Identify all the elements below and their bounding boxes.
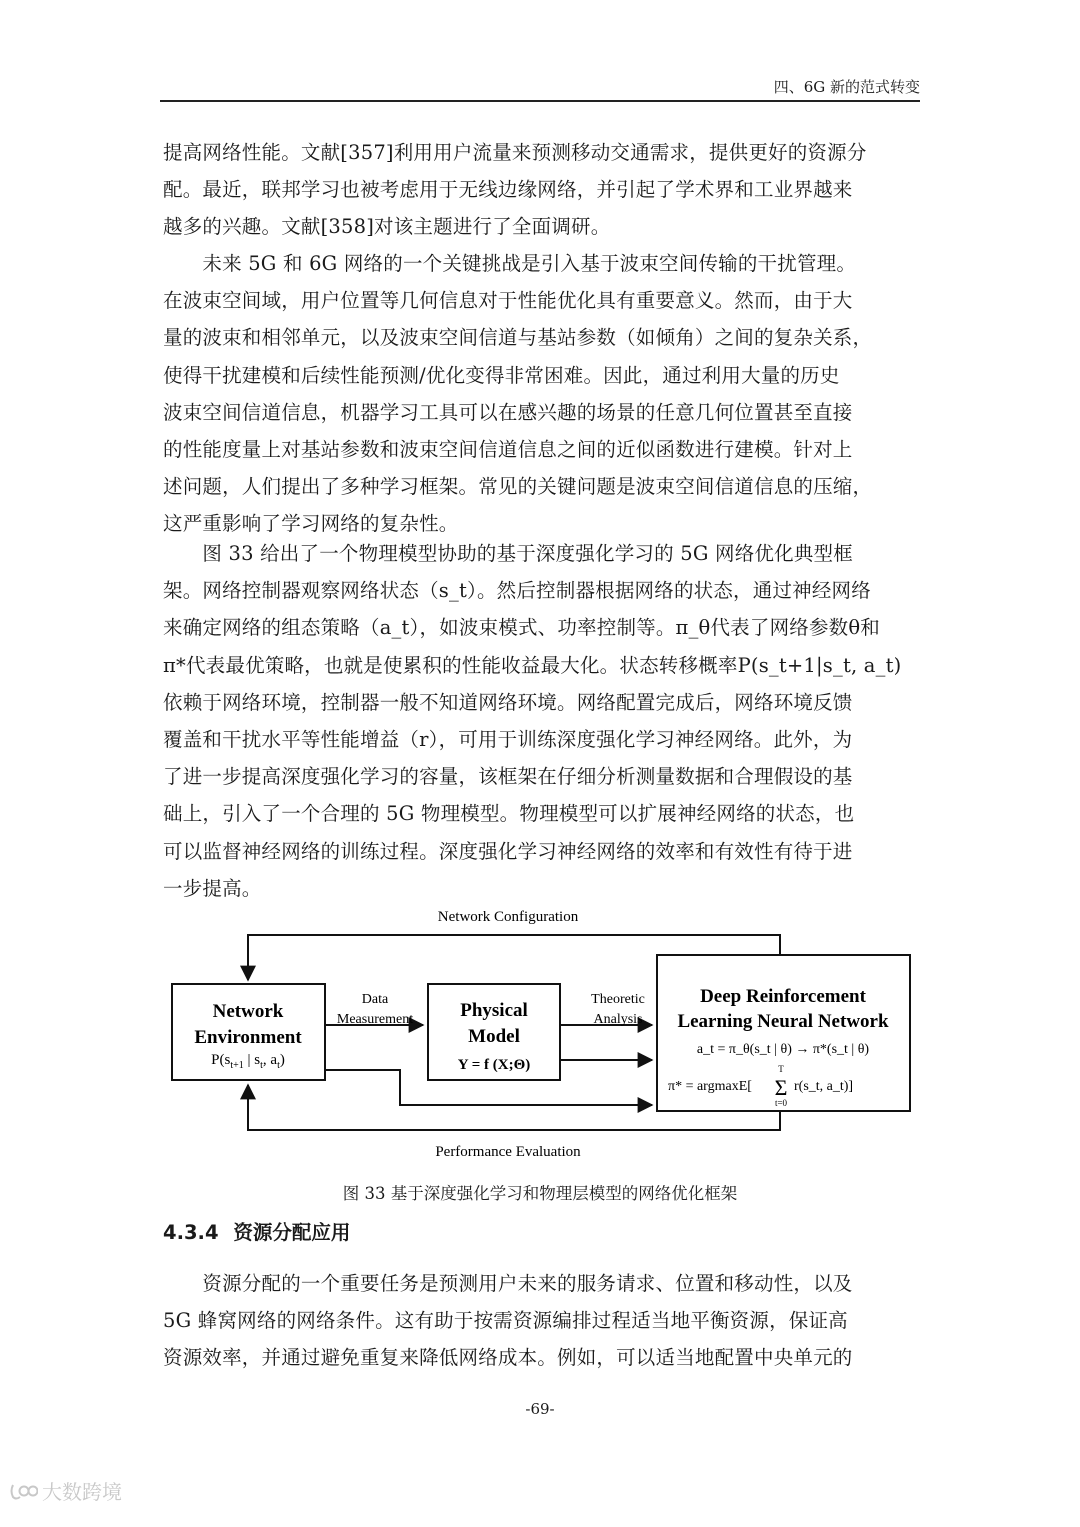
box2-line1: Physical [460, 1000, 528, 1021]
section-title: 资源分配应用 [233, 1221, 351, 1244]
paragraph-line: 这严重影响了学习网络的复杂性。 [163, 512, 459, 536]
framework-diagram [160, 900, 920, 1170]
box3-line2: Learning Neural Network [677, 1011, 889, 1032]
box3-line1: Deep Reinforcement [700, 986, 866, 1007]
section-heading [163, 1217, 350, 1245]
paragraph-2 [163, 245, 920, 543]
paragraph-line: 5G 蜂窝网络的网络条件。这有助于按需资源编排过程适当地平衡资源，保证高 [163, 1309, 848, 1333]
paragraph-line: 础上，引入了一个合理的 5G 物理模型。物理模型可以扩展神经网络的状态，也 [163, 802, 855, 826]
network-configuration-label: Network Configuration [437, 909, 579, 925]
box2-line2: Model [468, 1026, 520, 1047]
paragraph-line: 可以监督神经网络的训练过程。深度强化学习神经网络的效率和有效性有待于进 [163, 839, 853, 863]
sum-upper: T [778, 1064, 784, 1074]
paragraph-line: 来确定网络的组态策略（a_t），如波束模式、功率控制等。π_θ代表了网络参数θ和 [163, 616, 881, 640]
arrow1-line2: Measurement [336, 1012, 414, 1027]
box1-line2: Environment [194, 1027, 302, 1048]
page-number: -69- [525, 1400, 555, 1418]
paragraph-line: 了进一步提高深度强化学习的容量，该框架在仔细分析测量数据和合理假设的基 [163, 765, 853, 789]
paragraph-line: 资源效率，并通过避免重复来降低网络成本。例如，可以适当地配置中央单元的 [163, 1346, 853, 1370]
paragraph-line: 在波束空间域，用户位置等几何信息对于性能优化具有重要意义。然而，由于大 [163, 289, 853, 313]
sum-symbol: Σ [774, 1075, 788, 1100]
paragraph-line: 配。最近，联邦学习也被考虑用于无线边缘网络，并引起了学术界和工业界越来 [163, 178, 853, 202]
paragraph-line: π*代表最优策略，也就是使累积的性能收益最大化。状态转移概率P(s_t+1|s_t, a_t) [163, 653, 902, 677]
watermark [10, 1476, 122, 1505]
box2-formula: Y = f (X;Θ) [457, 1057, 531, 1073]
figure-caption: 图 33 基于深度强化学习和物理层模型的网络优化框架 [342, 1184, 738, 1203]
paragraph-line: 覆盖和干扰水平等性能增益（r），可用于训练深度强化学习神经网络。此外，为 [163, 728, 853, 752]
box3-formula2-right: r(s_t, a_t)] [794, 1079, 854, 1094]
paragraph-line: 量的波束和相邻单元，以及波束空间信道与基站参数（如倾角）之间的复杂关系， [163, 326, 873, 350]
box1-line1: Network [212, 1001, 284, 1022]
paragraph-line: 依赖于网络环境，控制器一般不知道网络环境。网络配置完成后，网络环境反馈 [163, 690, 853, 714]
paragraph-line: 述问题，人们提出了多种学习框架。常见的关键问题是波束空间信道信息的压缩， [163, 475, 873, 499]
box3-formula2-left: π* = argmaxE[ [668, 1079, 752, 1094]
paragraph-line: 使得干扰建模和后续性能预测/优化变得非常困难。因此，通过利用大量的历史 [163, 363, 840, 387]
arrow2-line2: Analysis [593, 1012, 643, 1027]
paragraph-line: 资源分配的一个重要任务是预测用户未来的服务请求、位置和移动性，以及 [163, 1272, 853, 1295]
paragraph-line: 波束空间信道信息，机器学习工具可以在感兴趣的场景的任意几何位置甚至直接 [163, 400, 853, 424]
paragraph-line: 一步提高。 [163, 876, 262, 900]
section-number: 4.3.4 [163, 1221, 219, 1244]
sum-lower: t=0 [774, 1098, 788, 1108]
box1-formula: $P(s_{t+1}$ | $s_t$, $a_t$) [211, 1052, 285, 1071]
paragraph-4 [163, 1265, 920, 1377]
arrow2-line1: Theoretic [591, 992, 645, 1007]
performance-evaluation-label: Performance Evaluation [435, 1144, 581, 1160]
paragraph-line: 图 33 给出了一个物理模型协助的基于深度强化学习的 5G 网络优化典型框 [163, 542, 853, 565]
paragraph-1 [163, 134, 920, 246]
watermark-text: 大数跨境 [42, 1480, 122, 1504]
paragraph-line: 架。网络控制器观察网络状态（s_t）。然后控制器根据网络的状态，通过神经网络 [163, 579, 871, 603]
watermark-logo-icon [10, 1481, 38, 1501]
header-title: 四、6G 新的范式转变 [773, 78, 920, 96]
running-header [160, 76, 920, 102]
paragraph-line: 未来 5G 和 6G 网络的一个关键挑战是引入基于波束空间传输的干扰管理。 [163, 252, 857, 275]
paragraph-line: 的性能度量上对基站参数和波束空间信道信息之间的近似函数进行建模。针对上 [163, 438, 853, 462]
paragraph-line: 越多的兴趣。文献[358]对该主题进行了全面调研。 [163, 215, 611, 239]
arrow1-line1: Data [361, 992, 389, 1007]
paragraph-line: 提高网络性能。文献[357]利用用户流量来预测移动交通需求，提供更好的资源分 [163, 141, 867, 164]
paragraph-3 [163, 535, 920, 907]
box3-formula1: a_t = π_θ(s_t | θ) → π*(s_t | θ) [696, 1042, 870, 1057]
